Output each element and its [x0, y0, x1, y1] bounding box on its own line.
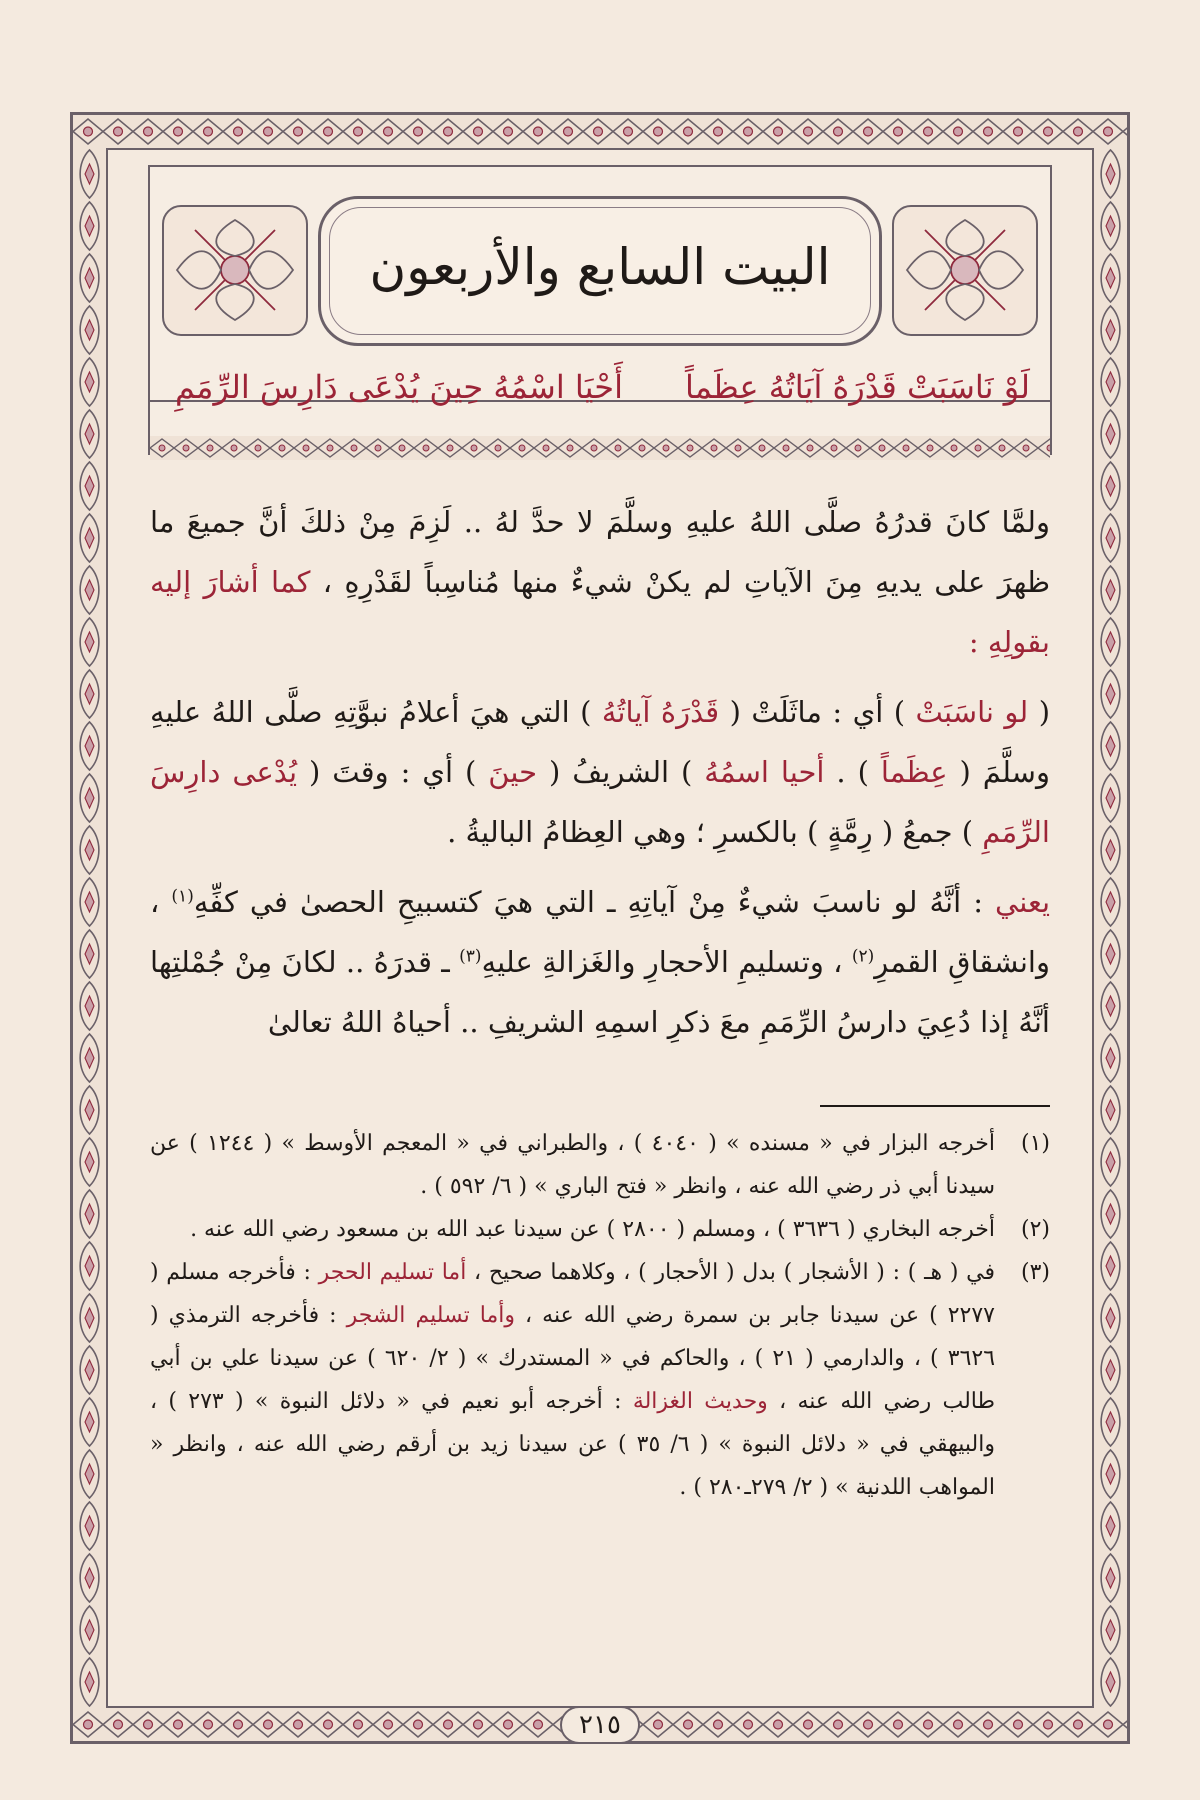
quoted-term: يُدْعى دارِسَ الرِّمَمِ	[150, 755, 1050, 849]
verse-second-hemistich: أَحْيَا اسْمُهُ حِينَ يُدْعَى دَارِسَ الرِّمَمِ	[175, 368, 623, 406]
text-run: ) التي هيَ أعلامُ نبوَّتِهِ صلَّى اللهُ عليهِ وسلَّمَ (	[150, 695, 1050, 789]
page-number: ٢١٥	[560, 1706, 640, 1744]
rosette-ornament-left	[160, 203, 310, 338]
footnote-1	[150, 1122, 1050, 1208]
footnote-ref[interactable]: (١)	[171, 886, 194, 907]
footnote-ref[interactable]: (٢)	[851, 946, 875, 967]
quoted-term: حينَ	[488, 755, 538, 789]
footnotes	[150, 1122, 1050, 1509]
text-run: ، وتسليمِ الأحجارِ والغَزالةِ عليهِ	[481, 945, 852, 979]
footnote-ref[interactable]: (٣)	[459, 946, 482, 967]
text-run: ) الشريفُ (	[537, 755, 705, 789]
header-ornament-band	[150, 436, 1050, 460]
footnote-text: أخرجه البخاري ( ٣٦٣٦ ) ، ومسلم ( ٢٨٠٠ ) عن سيدنا عبد الله بن مسعود رضي الله عنه .	[190, 1217, 995, 1242]
text-run: ) أي : وقتَ (	[297, 755, 489, 789]
quoted-term: أحيا اسمُهُ	[704, 755, 825, 789]
quoted-term: قَدْرَهُ آياتُهُ	[601, 695, 720, 729]
footnote-highlight: أما تسليم الحجر	[318, 1260, 467, 1285]
footnote-text: : فأخرجه مسلم ( ٢٢٧٧ ) عن سيدنا جابر بن سمرة رضي الله عنه ،	[150, 1260, 995, 1328]
footnote-2	[150, 1208, 1050, 1251]
quoted-term: لو ناسَبَتْ	[915, 695, 1029, 729]
intro-highlight: كما أشارَ إليه بقولِهِ :	[150, 565, 1050, 659]
quoted-term: عِظَماً	[880, 755, 948, 789]
footnote-text: في ( هـ ) : ( الأشجار ) بدل ( الأحجار ) ، وكلاهما صحيح ،	[466, 1260, 996, 1285]
footnote-text: : أخرجه أبو نعيم في « دلائل النبوة » ( ٢٧٣ ) ، والبيهقي في « دلائل النبوة » ( ٦/ ٣٥ ) عن سيدنا زيد بن أرقم رضي الله عنه ، وانظر « المواهب اللدنية » ( ٢/ ٢٧٩ـ٢٨٠ ) .	[150, 1389, 995, 1500]
ornament-band-top	[73, 115, 1127, 148]
footnote-3	[150, 1251, 1050, 1509]
footnote-number: (٣)	[1020, 1260, 1050, 1285]
rosette-ornament-right	[890, 203, 1040, 338]
text-run: : أنَّهُ لو ناسبَ شيءٌ مِنْ آياتِهِ ـ التي هيَ كتسبيحِ الحصىٰ في كفِّهِ	[193, 885, 996, 919]
text-run: ، وانشقاقِ القمرِ	[150, 885, 1050, 979]
text-run: ) .	[824, 755, 881, 789]
footnote-text: أخرجه البزار في « مسنده » ( ٤٠٤٠ ) ، والطبراني في « المعجم الأوسط » ( ١٢٤٤ ) عن سيدنا أبي ذر رضي الله عنه ، وانظر « فتح الباري » ( ٦/ ٥٩٢ ) .	[150, 1131, 995, 1199]
text-run: (	[1028, 695, 1051, 729]
ornament-band-left	[73, 148, 106, 1708]
verse-first-hemistich: لَوْ نَاسَبَتْ قَدْرَهُ آيَاتُهُ عِظَماً	[684, 368, 1030, 406]
footnote-text: : فأخرجه الترمذي ( ٣٦٢٦ ) ، والدارمي ( ٢١ ) ، والحاكم في « المستدرك » ( ٢/ ٦٢٠ ) عن سيدنا علي بن أبي طالب رضي الله عنه ،	[150, 1303, 996, 1414]
footnote-separator	[820, 1105, 1050, 1107]
text-run: ـ قدرَهُ .. لكانَ مِنْ جُمْلتِها أنَّهُ إذا دُعِيَ دارسُ الرِّمَمِ معَ ذكرِ اسمِهِ الشريفِ .. أحياهُ اللهُ تعالىٰ	[150, 945, 1050, 1039]
paragraph-intro	[150, 492, 1050, 672]
page-title: البيت السابع والأربعون	[369, 238, 831, 296]
text-run: ) أي : ماثَلَتْ (	[719, 695, 916, 729]
paragraph-explanation	[150, 682, 1050, 862]
quoted-term: يعني	[995, 885, 1051, 919]
text-run: ) جمعُ ( رِمَّةٍ ) بالكسرِ ؛ وهي العِظامُ الباليةُ .	[447, 815, 983, 849]
ornament-band-right	[1094, 148, 1127, 1708]
footnote-highlight: وحديث الغزالة	[632, 1389, 768, 1414]
footnote-number: (٢)	[1020, 1217, 1050, 1242]
paragraph-meaning	[150, 872, 1050, 1052]
intro-text: ولمَّا كانَ قدرُهُ صلَّى اللهُ عليهِ وسلَّمَ لا حدَّ لهُ .. لَزِمَ مِنْ ذلكَ أنَّ جميعَ ما ظهرَ على يديهِ مِنَ الآياتِ لم يكنْ شيءٌ منها مُناسِباً لقَدْرِهِ ،	[150, 505, 1051, 599]
footnote-highlight: وأما تسليم الشجر	[346, 1303, 516, 1328]
footnote-number: (١)	[1020, 1131, 1050, 1156]
